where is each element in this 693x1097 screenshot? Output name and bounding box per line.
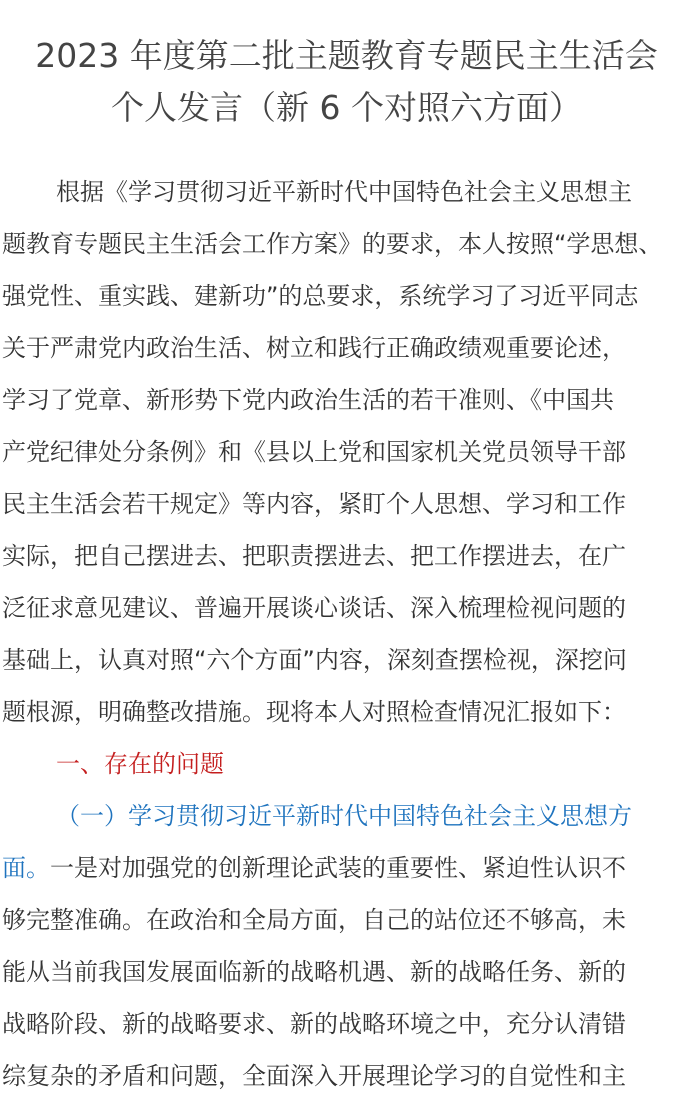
paragraph-line: 强党性、重实践、建新功”的总要求，系统学习了习近平同志 xyxy=(2,282,639,310)
paragraph-line: 够完整准确。在政治和全局方面，自己的站位还不够高，未 xyxy=(2,906,626,934)
paragraph-line: 民主生活会若干规定》等内容，紧盯个人思想、学习和工作 xyxy=(2,490,626,518)
title-line-1: 2023 年度第二批主题教育专题民主生活会 xyxy=(35,36,658,75)
paragraph-line: 产党纪律处分条例》和《县以上党和国家机关党员领导干部 xyxy=(2,438,626,466)
paragraph-line xyxy=(0,842,693,894)
paragraph-line: 能从当前我国发展面临新的战略机遇、新的战略任务、新的 xyxy=(2,958,626,986)
paragraph-text: 一是对加强党的创新理论武装的重要性、紧迫性认识不 xyxy=(50,854,626,882)
title-line-2: 个人发言（新 6 个对照六方面） xyxy=(111,88,582,127)
subsection-paragraph xyxy=(0,790,693,1097)
heading-existing-problems: 一、存在的问题 xyxy=(56,750,224,778)
intro-paragraph xyxy=(0,166,693,738)
paragraph-line: 战略阶段、新的战略要求、新的战略环境之中，充分认清错 xyxy=(2,1010,626,1038)
paragraph-line: 综复杂的矛盾和问题，全面深入开展理论学习的自觉性和主 xyxy=(2,1062,626,1090)
paragraph-line: 根据《学习贯彻习近平新时代中国特色社会主义思想主 xyxy=(56,178,632,206)
subheading-study-line: （一）学习贯彻习近平新时代中国特色社会主义思想方 xyxy=(56,802,632,830)
paragraph-line: 泛征求意见建议、普遍开展谈心谈话、深入梳理检视问题的 xyxy=(2,594,626,622)
document-body xyxy=(0,166,693,1097)
paragraph-line: 基础上，认真对照“六个方面”内容，深刻查摆检视，深挖问 xyxy=(2,646,627,674)
paragraph-line: 学习了党章、新形势下党内政治生活的若干准则、《中国共 xyxy=(2,386,614,414)
paragraph-line: 题教育专题民主生活会工作方案》的要求，本人按照“学思想、 xyxy=(2,230,663,258)
paragraph-line: 实际，把自己摆进去、把职责摆进去、把工作摆进去，在广 xyxy=(2,542,626,570)
paragraph-line: 关于严肃党内政治生活、树立和践行正确政绩观重要论述， xyxy=(2,334,626,362)
document-title xyxy=(0,0,693,134)
subheading-study-end: 面。 xyxy=(2,854,50,882)
paragraph-line: 题根源，明确整改措施。现将本人对照检查情况汇报如下： xyxy=(2,698,626,726)
section-heading xyxy=(0,738,693,790)
